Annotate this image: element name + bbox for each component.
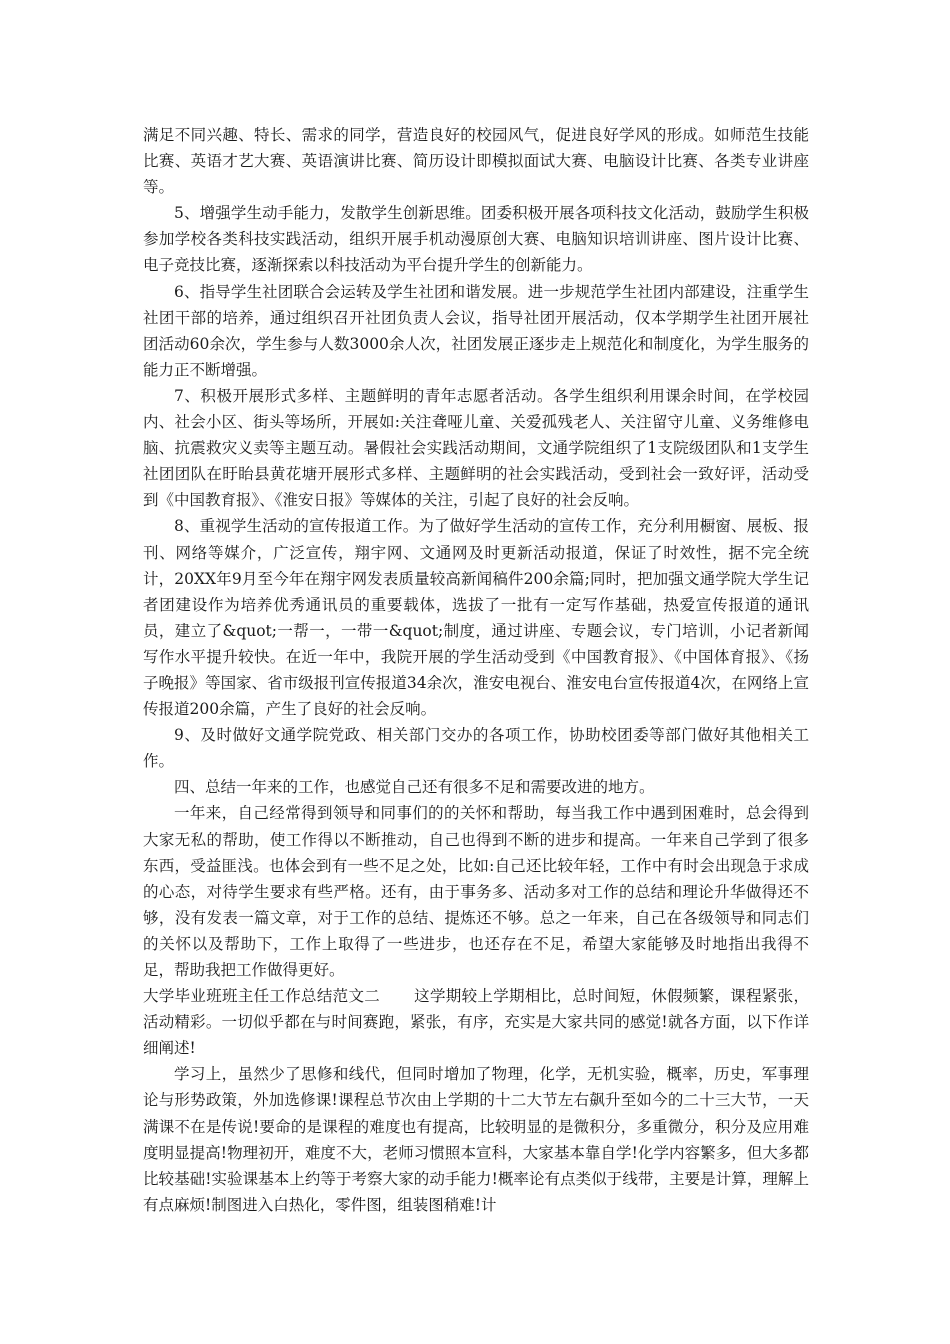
- section-two-intro: 这学期较上学期相比，总时间短，休假频繁，课程紧张，活动精彩。一切似乎都在与时间赛跑，紧张，有序，充实是大家共同的感觉!就各方面，以下作详细阐述!: [143, 987, 809, 1058]
- paragraph-reflection: 一年来，自己经常得到领导和同事们的的关怀和帮助，每当我工作中遇到困难时，总会得到大家无私的帮助，使工作得以不断推动，自己也得到不断的进步和提高。一年来自己学到了很多东西，受益匪浅。也体会到有一些不足之处，比如:自己还比较年轻，工作中有时会出现急于求成的心态，对待学生要求有些严格。还有，由于事务多、活动多对工作的总结和理论升华做得还不够，没有发表一篇文章，对于工作的总结、提炼还不够。总之一年来，自己在各级领导和同志们的关怀以及帮助下，工作上取得了一些进步，也还存在不足，希望大家能够及时地指出我得不足，帮助我把工作做得更好。: [143, 804, 809, 979]
- paragraph-item-5: 5、增强学生动手能力，发散学生创新思维。团委积极开展各项科技文化活动，鼓励学生积极参加学校各类科技实践活动，组织开展手机动漫原创大赛、电脑知识培训讲座、图片设计比赛、电子竞技比赛，逐渐探索以科技活动为平台提升学生的创新能力。: [143, 204, 809, 275]
- section-two-title: 大学毕业班班主任工作总结范文二: [143, 987, 381, 1006]
- document-body: [143, 122, 809, 1218]
- section-two-paragraph: [143, 983, 809, 1061]
- paragraph-item-8: 8、重视学生活动的宣传报道工作。为了做好学生活动的宣传工作，充分利用橱窗、展板、报刊、网络等媒介，广泛宣传，翔宇网、文通网及时更新活动报道，保证了时效性，据不完全统计，20XX年9月至今年在翔宇网发表质量较高新闻稿件200余篇;同时，把加强文通学院大学生记者团建设作为培养优秀通讯员的重要载体，选拔了一批有一定写作基础，热爱宣传报道的通讯员，建立了&quot;一帮一，一带一&quot;制度，通过讲座、专题会议，专门培训，小记者新闻写作水平提升较快。在近一年中，我院开展的学生活动受到《中国教育报》、《中国体育报》、《扬子晚报》等国家、省市级报刊宣传报道34余次，淮安电视台、淮安电台宣传报道4次，在网络上宣传报道200余篇，产生了良好的社会反响。: [143, 517, 809, 719]
- paragraph-study: 学习上，虽然少了思修和线代，但同时增加了物理，化学，无机实验，概率，历史，军事理论与形势政策，外加选修课!课程总节次由上学期的十二大节左右飙升至如今的二十三大节，一天满课不在是传说!要命的是课程的难度也有提高，比较明显的是微积分，多重微分，积分及应用难度明显提高!物理初开，难度不大，老师习惯照本宣科，大家基本靠自学!化学内容繁多，但大多都比较基础!实验课基本上约等于考察大家的动手能力!概率论有点类似于线带，主要是计算，理解上有点麻烦!制图进入白热化，零件图，组装图稍难!计: [143, 1065, 809, 1214]
- paragraph-item-6: 6、指导学生社团联合会运转及学生社团和谐发展。进一步规范学生社团内部建设，注重学生社团干部的培养，通过组织召开社团负责人会议，指导社团开展活动，仅本学期学生社团开展社团活动60余次，学生参与人数3000余人次，社团发展正逐步走上规范化和制度化，为学生服务的能力正不断增强。: [143, 282, 809, 379]
- paragraph-continuation: 满足不同兴趣、特长、需求的同学，营造良好的校园风气，促进良好学风的形成。如师范生技能比赛、英语才艺大赛、英语演讲比赛、简历设计即模拟面试大赛、电脑设计比赛、各类专业讲座等。: [143, 126, 809, 197]
- paragraph-item-7: 7、积极开展形式多样、主题鲜明的青年志愿者活动。各学生组织利用课余时间，在学校园内、社会小区、街头等场所，开展如:关注聋哑儿童、关爱孤残老人、关注留守儿童、义务维修电脑、抗震救灾义卖等主题互动。暑假社会实践活动期间，文通学院组织了1支院级团队和1支学生社团团队在盱眙县黄花塘开展形式多样、主题鲜明的社会实践活动，受到社会一致好评，活动受到《中国教育报》、《淮安日报》等媒体的关注，引起了良好的社会反响。: [143, 386, 809, 510]
- section-four-heading: 四、总结一年来的工作，也感觉自己还有很多不足和需要改进的地方。: [174, 778, 655, 797]
- paragraph-item-9: 9、及时做好文通学院党政、相关部门交办的各项工作，协助校团委等部门做好其他相关工作。: [143, 726, 809, 771]
